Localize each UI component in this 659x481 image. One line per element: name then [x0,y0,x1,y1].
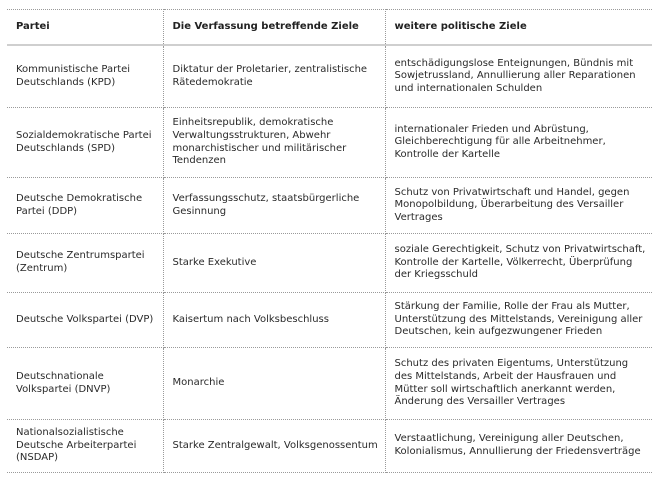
table-row-spd [7,108,652,178]
cell-constitution-goals: Starke Exekutive [163,234,385,293]
cell-constitution-goals: Monarchie [163,348,385,420]
table-header-row [7,10,652,46]
cell-other-goals: Stärkung der Familie, Rolle der Frau als Mutter, Unterstützung des Mittelstands, Vereinigung aller Deutschen, kein aufgezwungener Frieden [385,293,652,348]
cell-constitution-goals: Verfassungsschutz, staatsbürgerliche Gesinnung [163,178,385,234]
party-goals-document [7,9,652,473]
cell-party: Deutsche Zentrumspartei (Zentrum) [7,234,163,293]
cell-party: Deutsche Demokratische Partei (DDP) [7,178,163,234]
cell-other-goals: entschädigungslose Enteignungen, Bündnis mit Sowjetrussland, Annullierung aller Reparationen und internationalen Schulden [385,45,652,108]
cell-constitution-goals: Einheitsrepublik, demokratische Verwaltungsstrukturen, Abwehr monarchistischer und militärischer Tendenzen [163,108,385,178]
party-goals-table [7,9,652,473]
table-row-nsdap [7,420,652,473]
header-other-goals: weitere politische Ziele [385,10,652,46]
header-constitution-goals: Die Verfassung betreffende Ziele [163,10,385,46]
cell-other-goals: soziale Gerechtigkeit, Schutz von Privatwirtschaft, Kontrolle der Kartelle, Völkerrecht, Überprüfung der Kriegsschuld [385,234,652,293]
header-party: Partei [7,10,163,46]
cell-party: Deutschnationale Volkspartei (DNVP) [7,348,163,420]
cell-other-goals: Schutz des privaten Eigentums, Unterstützung des Mittelstands, Arbeit der Hausfrauen und Mütter soll wirtschaftlich anerkannt werden, Änderung des Versailler Vertrages [385,348,652,420]
table-row-kpd [7,45,652,108]
table-row-ddp [7,178,652,234]
cell-other-goals: internationaler Frieden und Abrüstung, Gleichberechtigung für alle Arbeitnehmer, Kontrolle der Kartelle [385,108,652,178]
cell-other-goals: Verstaatlichung, Vereinigung aller Deutschen, Kolonialismus, Annullierung der Friedensverträge [385,420,652,473]
cell-constitution-goals: Kaisertum nach Volksbeschluss [163,293,385,348]
cell-constitution-goals: Diktatur der Proletarier, zentralistische Rätedemokratie [163,45,385,108]
cell-party: Sozialdemokratische Partei Deutschlands (SPD) [7,108,163,178]
cell-party: Nationalsozialistische Deutsche Arbeiterpartei (NSDAP) [7,420,163,473]
cell-party: Kommunistische Partei Deutschlands (KPD) [7,45,163,108]
cell-other-goals: Schutz von Privatwirtschaft und Handel, gegen Monopolbildung, Überarbeitung des Versailler Vertrages [385,178,652,234]
table-row-zentrum [7,234,652,293]
table-row-dnvp [7,348,652,420]
cell-party: Deutsche Volkspartei (DVP) [7,293,163,348]
table-row-dvp [7,293,652,348]
cell-constitution-goals: Starke Zentralgewalt, Volksgenossentum [163,420,385,473]
